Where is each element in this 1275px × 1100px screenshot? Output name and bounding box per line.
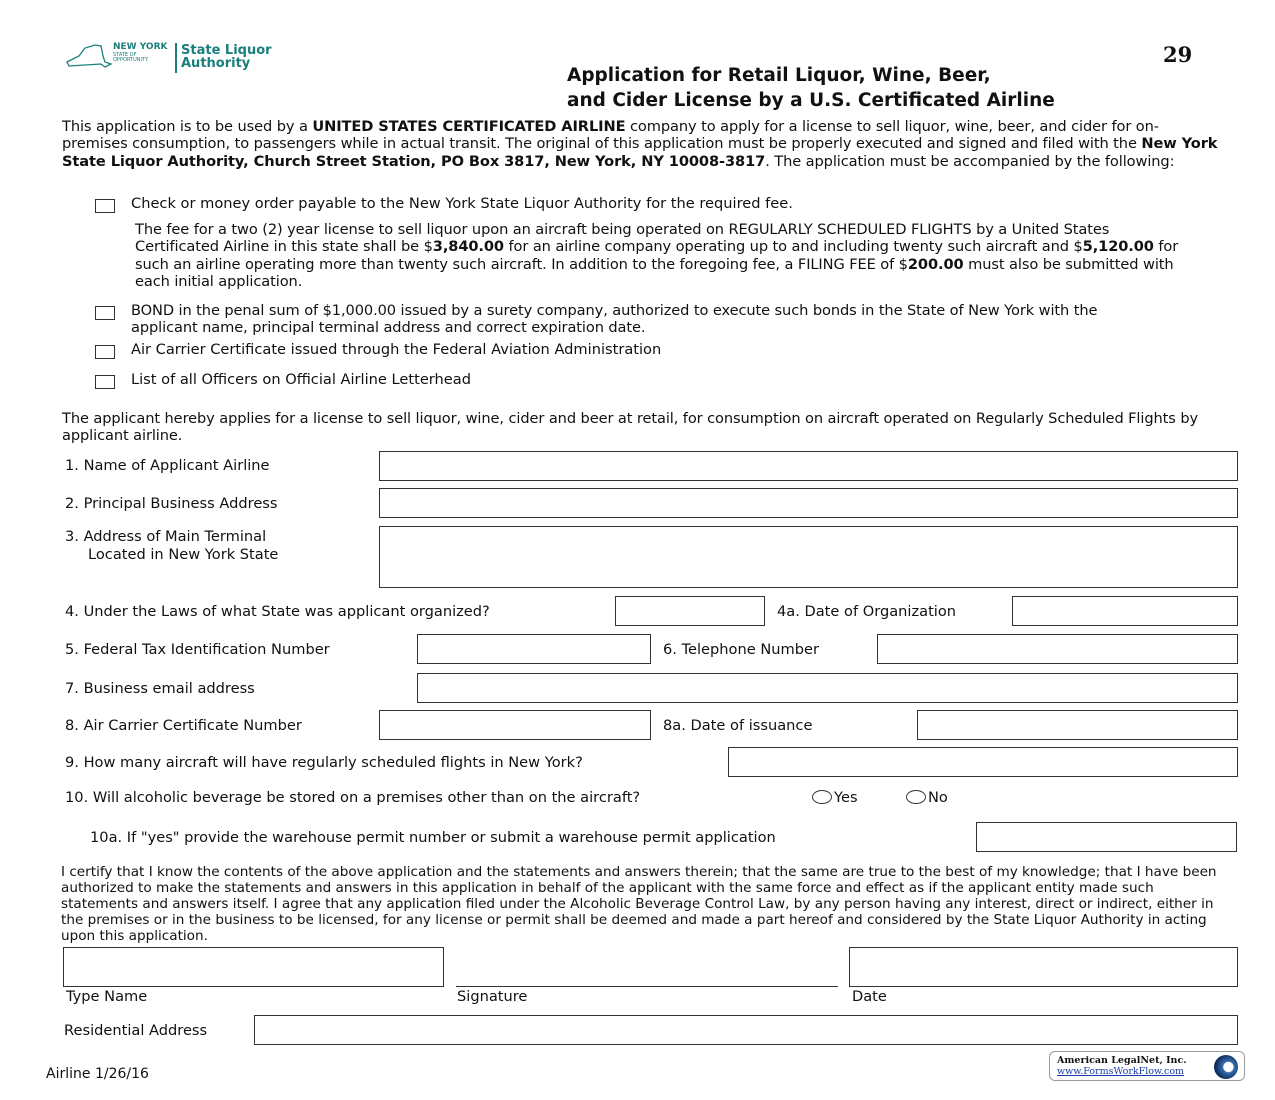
tax-id-field[interactable] — [417, 634, 651, 664]
label-aircraft-count: 9. How many aircraft will have regularly scheduled flights in New York? — [65, 754, 583, 771]
label-business-address: 2. Principal Business Address — [65, 495, 278, 512]
aircraft-count-field[interactable] — [728, 747, 1238, 777]
label-warehouse-permit: 10a. If "yes" provide the warehouse permit number or submit a warehouse permit application — [90, 829, 776, 846]
label-telephone: 6. Telephone Number — [663, 641, 819, 658]
logo-ny: NEW YORK — [113, 42, 168, 52]
radio-yes-label: Yes — [834, 789, 858, 806]
fee-paragraph: The fee for a two (2) year license to sell liquor upon an aircraft being operated on REGULARLY SCHEDULED FLIGHTS by a United States Certificated Airline in this state shall be $3,840.00 for an airline company operating up to and including twenty such aircraft and $5,120.00 for such an airline operating more than twenty such aircraft. In addition to the foregoing fee, a FILING FEE of $200.00 must also be submitted with each initial application. — [135, 221, 1179, 291]
intro-paragraph: This application is to be used by a UNITED STATES CERTIFICATED AIRLINE company to apply for a license to sell liquor, wine, beer, and cider for on-premises consumption, to passengers while in actual transit. The original of this application must be properly executed and signed and filed with the New York State Liquor Authority, Church Street Station, PO Box 3817, New York, NY 10008-3817. The application must be accompanied by the following: — [62, 118, 1218, 170]
residential-address-field[interactable] — [254, 1015, 1238, 1045]
certification-paragraph: I certify that I know the contents of the above application and the statements and answers therein; that the same are true to the best of my knowledge; that I have been authorized to make the statements and answers in this application in behalf of the applicant with the same force and effect as if the applicant entity made such statements and answers itself. I agree that any application filed under the Alcoholic Beverage Control Law, by any person having any interest, direct or indirect, either in the premises or in the business to be licensed, for any license or permit shall be deemed and made a part hereof and considered by the State Liquor Authority in acting upon this application. — [61, 864, 1217, 944]
label-date-organization: 4a. Date of Organization — [777, 603, 957, 620]
ny-state-map-icon — [65, 42, 113, 70]
email-field[interactable] — [417, 673, 1238, 703]
title-line-2: and Cider License by a U.S. Certificated Airline — [567, 90, 1055, 111]
title-line-1: Application for Retail Liquor, Wine, Beer, — [567, 65, 991, 86]
applies-paragraph: The applicant hereby applies for a license to sell liquor, wine, cider and beer at retail, for consumption on aircraft operated on Regularly Scheduled Flights by applicant airline. — [62, 410, 1199, 445]
type-name-field[interactable] — [63, 947, 444, 987]
logo-divider — [175, 43, 177, 73]
radio-no-circle[interactable] — [906, 790, 926, 804]
state-organized-field[interactable] — [615, 596, 765, 626]
checkbox-air-carrier[interactable] — [95, 345, 115, 359]
checklist-fee-label: Check or money order payable to the New York State Liquor Authority for the required fee. — [131, 195, 793, 212]
checklist-officers-label: List of all Officers on Official Airline Letterhead — [131, 371, 471, 388]
label-state-organized: 4. Under the Laws of what State was applicant organized? — [65, 603, 490, 620]
business-address-field[interactable] — [379, 488, 1238, 518]
form-number: 29 — [1163, 42, 1193, 67]
checklist-air-carrier-label: Air Carrier Certificate issued through the Federal Aviation Administration — [131, 341, 662, 358]
label-airline-name: 1. Name of Applicant Airline — [65, 457, 270, 474]
label-storage-question: 10. Will alcoholic beverage be stored on a premises other than on the aircraft? — [65, 789, 641, 806]
label-date: Date — [852, 988, 887, 1005]
checkbox-officers[interactable] — [95, 375, 115, 389]
page-title — [567, 63, 1055, 113]
telephone-field[interactable] — [877, 634, 1238, 664]
logo-ny-sub2: OPPORTUNITY. — [113, 57, 149, 63]
label-date-issuance: 8a. Date of issuance — [663, 717, 813, 734]
certificate-number-field[interactable] — [379, 710, 651, 740]
label-type-name: Type Name — [66, 988, 148, 1005]
label-terminal-address-2: Located in New York State — [88, 546, 279, 563]
label-certificate-number: 8. Air Carrier Certificate Number — [65, 717, 302, 734]
logo-ny-sub1: STATE OF — [113, 52, 137, 58]
label-email: 7. Business email address — [65, 680, 255, 697]
signature-line[interactable] — [456, 986, 838, 987]
legalnet-name: American LegalNet, Inc. — [1057, 1055, 1187, 1066]
label-tax-id: 5. Federal Tax Identification Number — [65, 641, 330, 658]
logo-sla1: State Liquor — [181, 43, 272, 58]
legalnet-url[interactable]: www.FormsWorkFlow.com — [1057, 1066, 1185, 1077]
label-signature: Signature — [457, 988, 528, 1005]
label-terminal-address: 3. Address of Main Terminal — [65, 528, 267, 545]
date-field[interactable] — [849, 947, 1238, 987]
radio-no-label: No — [928, 789, 948, 806]
label-residential-address: Residential Address — [64, 1022, 208, 1039]
legalnet-badge — [1049, 1051, 1245, 1081]
warehouse-permit-field[interactable] — [976, 822, 1237, 852]
date-issuance-field[interactable] — [917, 710, 1238, 740]
nys-logo — [65, 40, 285, 76]
globe-icon — [1214, 1055, 1238, 1079]
checkbox-bond[interactable] — [95, 306, 115, 320]
radio-yes-circle[interactable] — [812, 790, 832, 804]
logo-sla2: Authority — [181, 56, 251, 71]
date-organization-field[interactable] — [1012, 596, 1238, 626]
radio-yes[interactable] — [812, 789, 858, 806]
checkbox-fee[interactable] — [95, 199, 115, 213]
form-version: Airline 1/26/16 — [46, 1066, 149, 1082]
airline-name-field[interactable] — [379, 451, 1238, 481]
checklist-bond-label: BOND in the penal sum of $1,000.00 issued by a surety company, authorized to execute such bonds in the State of New York with the applicant name, principal terminal address and correct expiration date. — [131, 302, 1098, 337]
radio-no[interactable] — [906, 789, 948, 806]
terminal-address-field[interactable] — [379, 526, 1238, 588]
